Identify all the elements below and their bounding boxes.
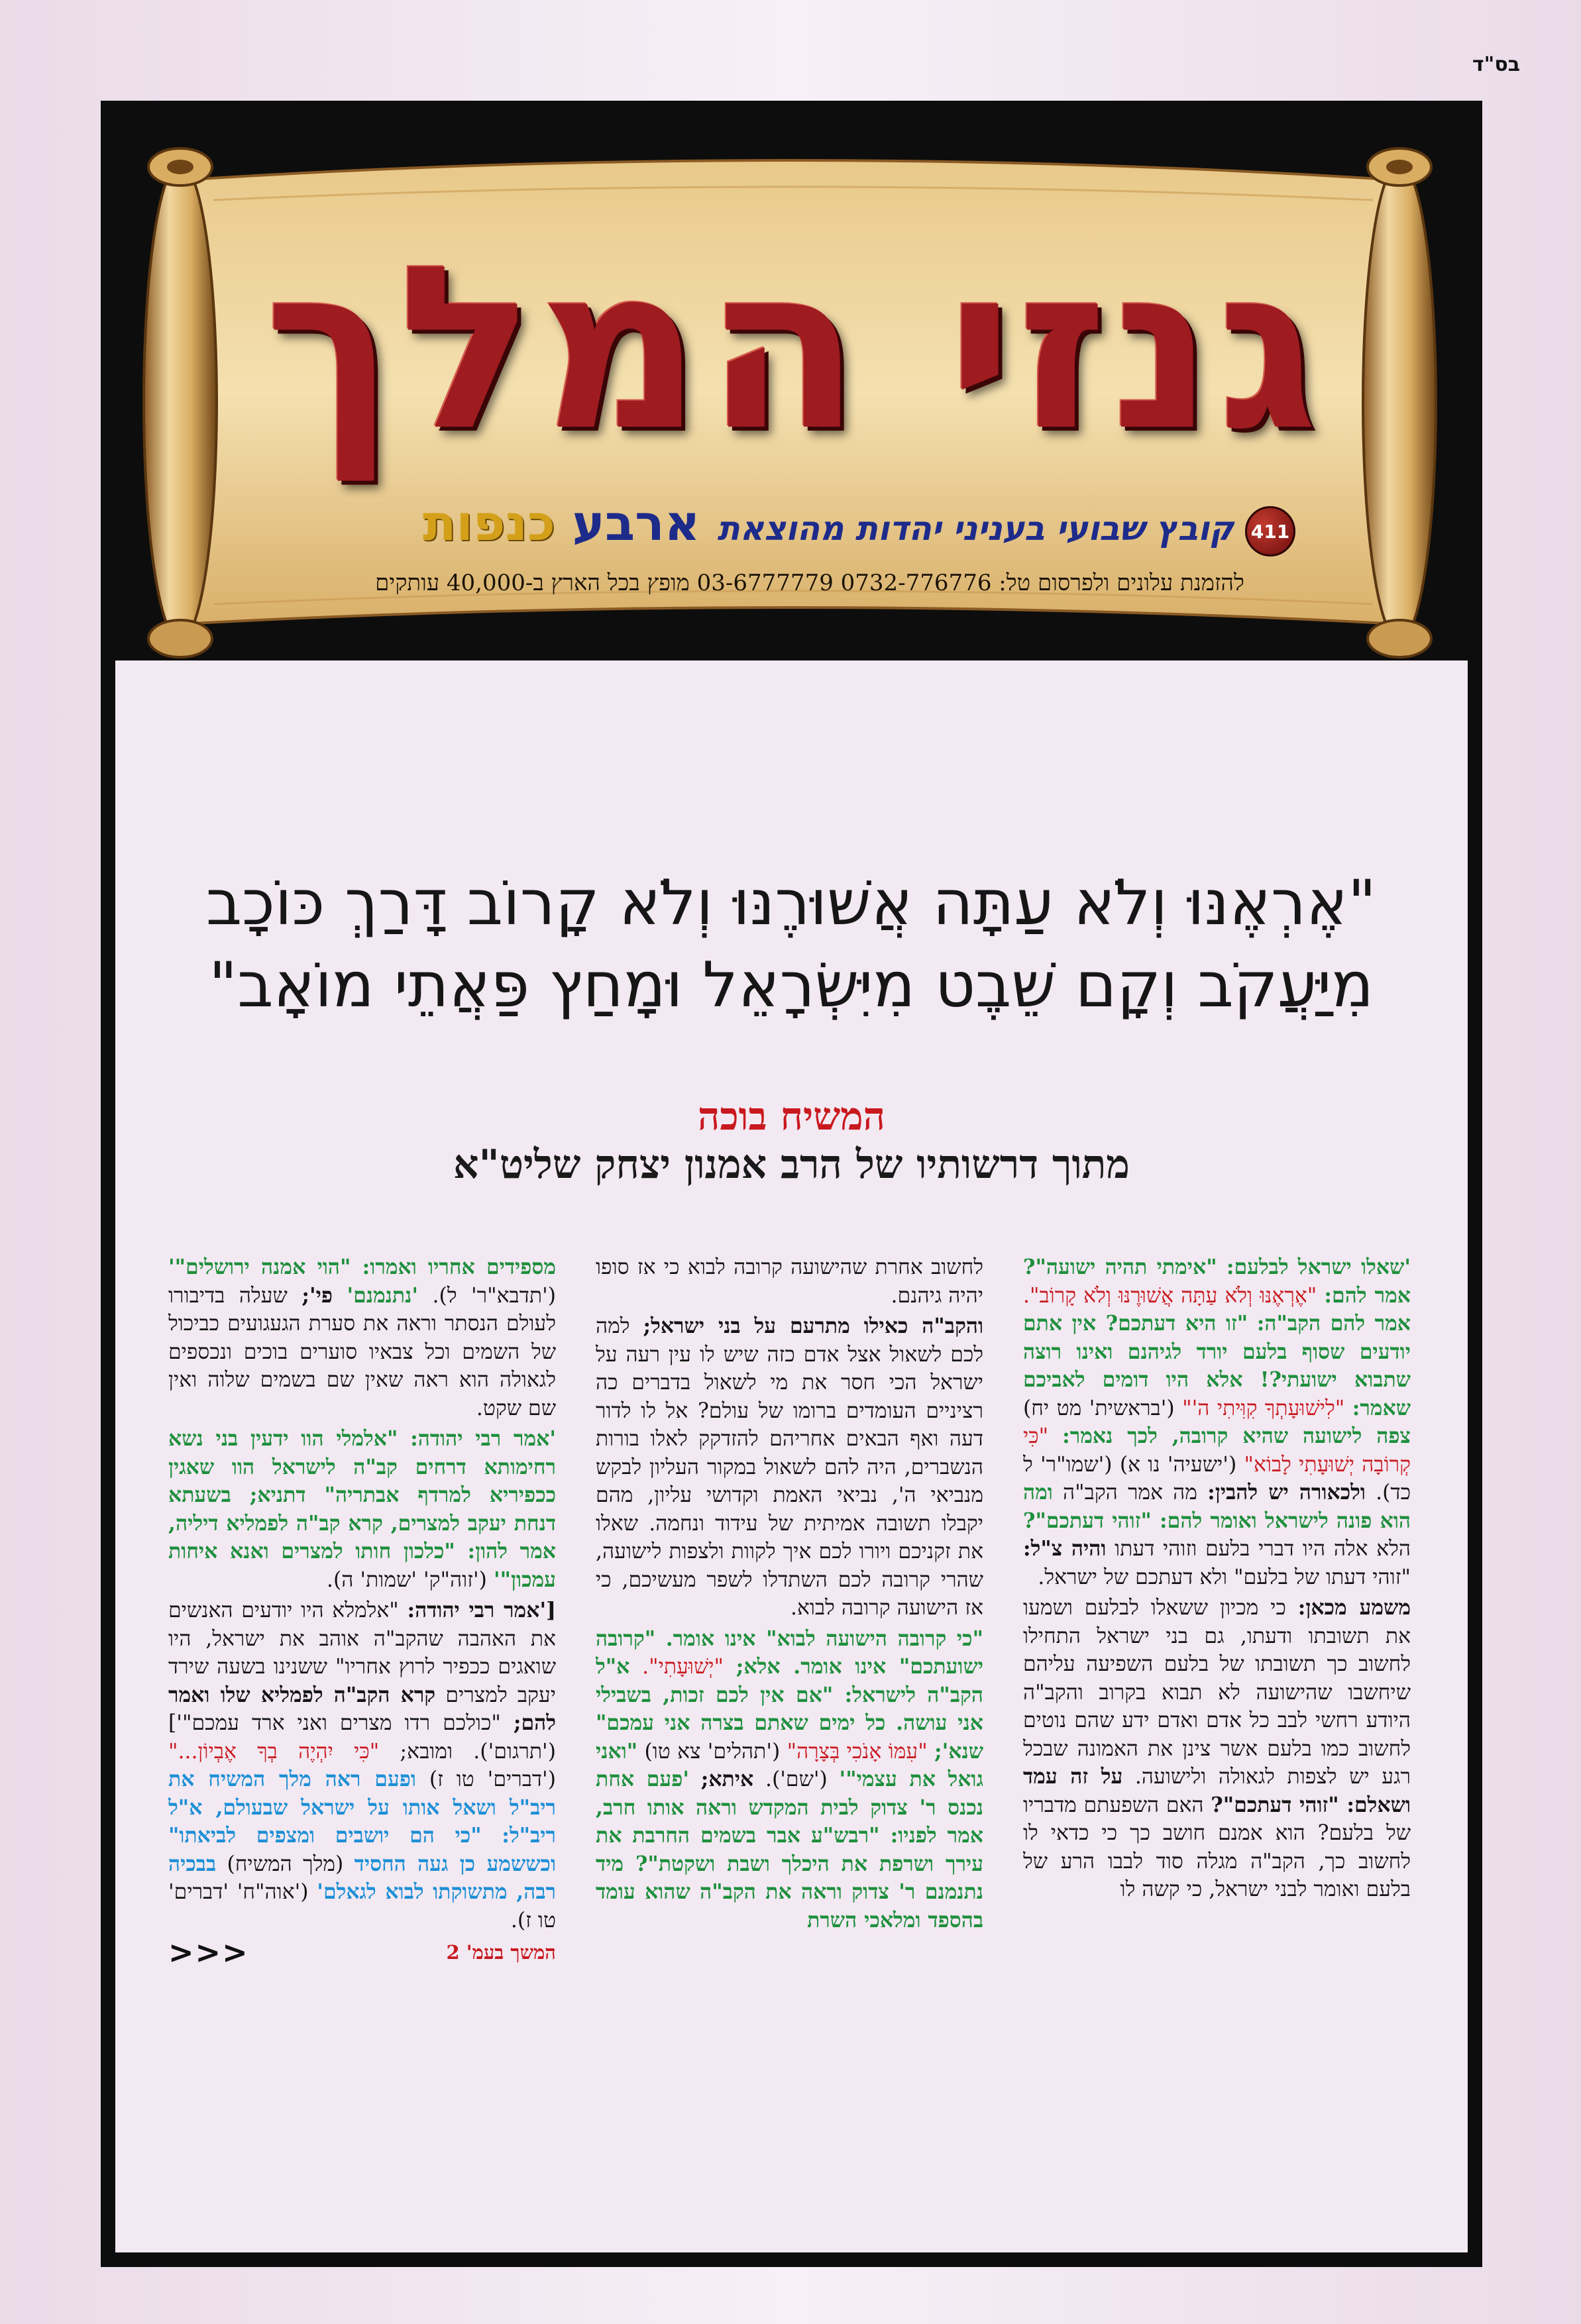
text-run: ['אמר רבי יהודה: (407, 1598, 556, 1622)
text-run: "אלמלא היו יודעים האנשים את האהבה שהקב"ה אוהב את ישראל, היו שואגים ככפיר לרוץ אחריו" ששנינו בשעה שירד יעקב למצרים (168, 1599, 556, 1707)
text-run: ('אוה"ח' 'דברים' טו ז). (168, 1880, 556, 1932)
col3-paragraph-3 (168, 1597, 556, 1934)
masthead (101, 101, 1482, 660)
issue-number-badge: 411 (1245, 506, 1295, 556)
text-run: והקב"ה כאילו מתרעם על בני ישראל; (643, 1314, 983, 1338)
article-column-3 (168, 1253, 556, 2241)
text-run: ('שם'). (765, 1768, 828, 1791)
text-run: "כִּי קְרוֹבָה יְשׁוּעָתִי לָבוֹא" (1023, 1424, 1411, 1477)
masthead-title: גנזי המלך (264, 218, 1323, 480)
col2-paragraph-1 (596, 1253, 983, 1310)
text-run: ('תהלים' צא טו) (644, 1739, 781, 1764)
publisher-brand (423, 495, 700, 552)
text-run: צפה לישועה שהיא קרובה, לכך נאמר: (1062, 1424, 1411, 1448)
text-run: "כִּי יִהְיֶה בְךָ אֶבְיוֹן..." (168, 1739, 380, 1764)
text-run: על זה עמד ושאלם: "זוהי דעתכם"? (1023, 1764, 1411, 1817)
col1-paragraph-1 (1023, 1253, 1411, 1591)
page-frame (101, 101, 1482, 2267)
col3-paragraph-1 (168, 1253, 556, 1422)
text-run: "ואני גואל את עצמי"' (596, 1738, 983, 1791)
text-run: אמר להם הקב"ה: (1256, 1311, 1411, 1336)
text-run: מה אמר הקב"ה (1063, 1481, 1197, 1505)
text-run: למה לכם לשאול אצל אדם כזה שיש לו עין רעה על ישראל הכי חסר את מי לשאול בדברים כה רציניים העומדים ברומו של עולם? אל לו לדור דעה ואף הבאים אחריהם להזדקק לאלו בורות הנשברים, היה להם לשאול במקור העליון לבקש מנביאי ה', נביאי האמת וקדושי עליון, מהם יקבלו תשובה אמיתית של עידוד ונחמה. שאלו את זקניכם ויורו לכם איך לקוות ולצפות לישועה, שהרי קרובה לכם השתדלו לשפר מעשיכם, כי אז הישועה קרובה לבוא. (596, 1314, 983, 1620)
masthead-subtitle: קובץ שבועי בעניני יהדות מהוצאת (717, 509, 1234, 548)
text-run: ('זוה"ק' 'שמות' ה). (327, 1567, 487, 1592)
text-run: א"ל הקב"ה לישראל: "אם אין לכם זכות, בשבילי אני עושה. כל ימים שאתם בצרה אני עמכם" שנא'; (596, 1654, 983, 1764)
verse-line-2: מִיַּעֲקֹב וְקָם שֵׁבֶט מִיִּשְׂרָאֵל וּמָחַץ פַּאֲתֵי מוֹאָב" (208, 949, 1374, 1022)
article-area (115, 660, 1468, 2252)
contact-line: להזמנת עלונים ולפרסום טל: 0732-776776 03-6777779 מופץ בכל הארץ ב-40,000 עותקים (375, 570, 1244, 596)
text-run: פי'; (301, 1283, 333, 1308)
col3-paragraph-2 (168, 1425, 556, 1594)
col1-paragraph-2 (1023, 1594, 1411, 1904)
article-byline: מתוך דרשותיו של הרב אמנון יצחק שליט"א (453, 1141, 1130, 1188)
text-run: "זוהי דעתו של בלעם" ולא דעתכם של ישראל. (1038, 1565, 1411, 1589)
brand-word-1: ארבע (572, 495, 700, 552)
article-columns (168, 1253, 1411, 2241)
text-run: ('בראשית' מט יח) (1023, 1396, 1175, 1420)
text-run: בבכיה רבה, מתשוקתו לבוא לגאלם' (168, 1851, 556, 1904)
text-run: והיה צ"ל: (1023, 1536, 1107, 1561)
text-run: "עִמּוֹ אָנֹכִי בְּצָרָה" (787, 1739, 928, 1764)
text-run: ('דברים' טו ז) (429, 1768, 556, 1791)
verse-line-1: "אֶרְאֶנּוּ וְלֹא עַתָּה אֲשׁוּרֶנּוּ וְלֹא קָרוֹב דָּרַךְ כּוֹכָב (205, 867, 1377, 939)
continued-note (168, 1934, 556, 1970)
text-run: ופעם ראה מלך המשיח את ריב"ל ושאל אותו על ישראל שבעולם, א"ל ריב"ל: "כי הם יושבים ומצפים לביאתו" וכששמע כן געה החסיד (168, 1767, 556, 1876)
text-run: 'פעם אחת נכנס ר' צדוק לבית המקדש וראה אותו חרב, אמר לפניו: "רבש"ע אבר בשמים החרבת את עירך ושרפת את היכלך ושבת ושקטת"? מיד נתנמנם ר' צדוק וראה את הקב"ה שהוא עומד בהספד ומלאכי השרת (596, 1767, 983, 1932)
text-run: האם השפעתם מדבריו של בלעם? הוא אמנם חושב כך כי כדאי לו לחשוב כך, הקב"ה מגלה סוד לבבו הרע של בלעם ואומר לבני ישראל, כי קשה לו (1023, 1793, 1411, 1901)
text-run: כי מכיון ששאלו לבלעם ושמעו את תשובתו ודעתו, גם בני ישראל התחילו לחשוב כך תשובתו של בלעם השפיעה עליהם שיחשבו שהישועה לא תבוא בקרוב והקב"ה היודע רחשי לבב כל אדם ואדם ידע שהם נוטים לחשוב כמו בלעם אשר צינן את האמונה שבכל רגע יש לצפות לגאולה ולישועה. (1023, 1596, 1411, 1789)
text-run: משמע מכאן: (1297, 1595, 1411, 1620)
col2-paragraph-2 (596, 1312, 983, 1622)
text-run: "יְשׁוּעָתִי". (642, 1655, 724, 1679)
text-run: קרא הקב"ה לפמליא שלו ואמר להם; (168, 1682, 556, 1735)
text-run: "אֶרְאֶנּוּ וְלֹא עַתָּה אֲשׁוּרֶנּוּ וְלֹא קָרוֹב". (1023, 1283, 1317, 1308)
text-run: ('ישעיה' נו א) ('שמו"ר' ל כד). (1023, 1452, 1411, 1505)
brand-word-2: כנפות (422, 495, 555, 552)
text-run: 'שאלו ישראל לבלעם: "אימתי תהיה ישועה"? אמר להם: (1023, 1255, 1411, 1308)
article-column-2 (596, 1253, 983, 2241)
text-run: הלא אלה היו דברי בלעם וזוהי דעתו (1115, 1537, 1411, 1561)
text-run: שעלה בדיבורו לעולם הנסתר וראה את סערת הגעגועים כביכול של השמים וכל צבאיו סוערים בוכים ונכספים לגאולה הוא ראה שאין שם בשמים שלוה ואין שם שקט. (168, 1283, 556, 1420)
text-run: מספידים אחריו ואמרו: "הוי אמנה ירושלים"' (168, 1255, 556, 1279)
col2-paragraph-3 (596, 1625, 983, 1935)
continued-label: המשך בעמ' 2 (446, 1941, 556, 1964)
bsd-mark: בס"ד (1472, 53, 1520, 76)
text-run: ומה הוא פונה לישראל ואומר להם: "זוהי דעתכם"? (1023, 1480, 1411, 1533)
continued-arrows-icon[interactable]: <<< (168, 1934, 249, 1970)
text-run: "זו היא דעתכם? אין אתם יודעים שסוף בלעם יורד לגיהנם ואינו רוצה שתבוא ישועתי?! אלא היו דומים לאביכם שאמר: (1023, 1311, 1411, 1420)
text-run: לחשוב אחרת שהישועה קרובה לבוא כי אז סופו יהיה גיהנם. (596, 1255, 983, 1308)
text-run: 'נתנמנם' (347, 1283, 419, 1308)
text-run: "כולכם רדו מצרים ואני ארד עמכם"'] ('תרגום'). ומובא; (168, 1711, 556, 1764)
text-run: ולכאורה יש להבין: (1207, 1480, 1366, 1505)
text-run: "כי קרובה הישועה לבוא" אינו אומר. "קרובה ישועתכם" אינו אומר. אלא; (596, 1626, 983, 1679)
text-run: ('תדבא"ר' ל). (432, 1283, 556, 1308)
text-run: איתא; (700, 1767, 754, 1791)
article-column-1 (1023, 1253, 1411, 2241)
text-run: "לִישׁוּעָתְךָ קִוִּיתִי ה'" (1182, 1396, 1345, 1420)
article-headline: המשיח בוכה (697, 1094, 886, 1139)
subtitle-row (379, 495, 1234, 568)
text-run: 'אמר רבי יהודה: "אלמלי הוו ידעין בני נשא רחימותא דרחים קב"ה לישראל הוו שאגין ככפיריא למרדף אבתריה" דתניא; בשעתא דנחת יעקב למצרים, קרא קב"ה לפמליא דיליה, אמר להון: "כלכון חותו למצרים ואנא איחות עמכון"' (168, 1426, 556, 1592)
verse-quote (168, 863, 1414, 1027)
text-run: (מלך המשיח) (227, 1852, 344, 1876)
